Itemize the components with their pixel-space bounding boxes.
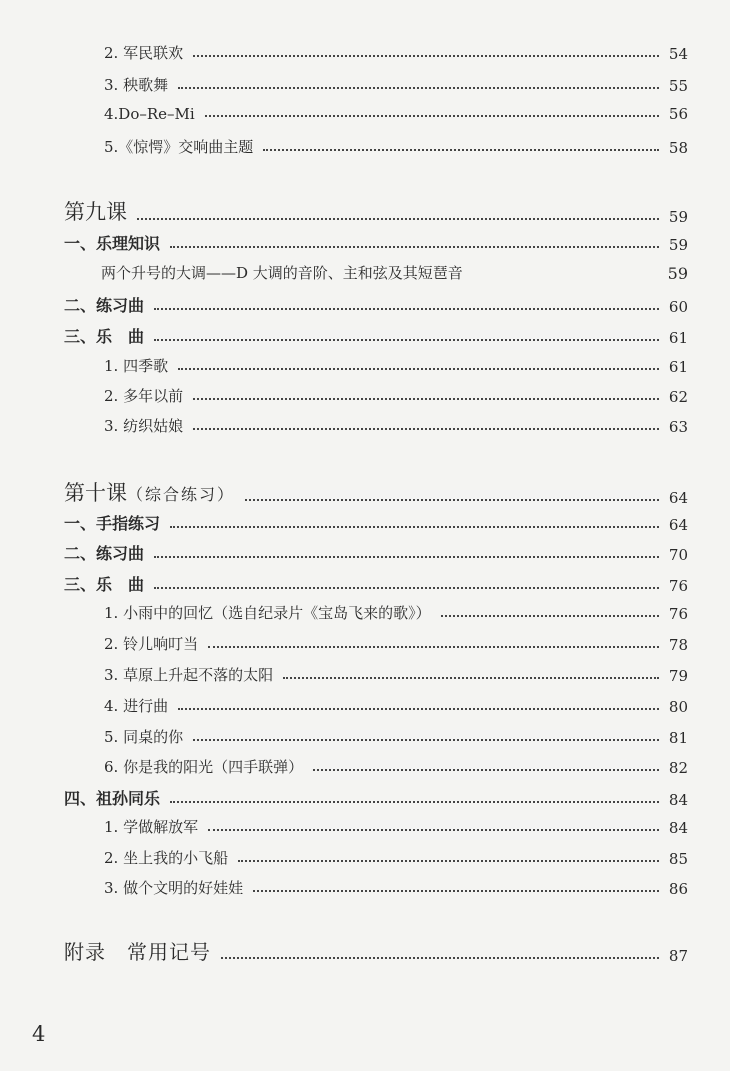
- toc-entry-title: 3. 秧歌舞: [104, 76, 169, 94]
- toc-entry-page: 85: [668, 850, 688, 868]
- toc-entry[interactable]: [104, 877, 688, 898]
- toc-entry-page: 80: [668, 698, 688, 716]
- dot-leader: [170, 246, 659, 248]
- toc-entry-title: 3. 纺织姑娘: [104, 417, 184, 435]
- toc-entry-page: 62: [668, 388, 688, 406]
- toc-entry[interactable]: [104, 756, 688, 777]
- toc-entry-title: 5.《惊愕》交响曲主题: [104, 138, 254, 156]
- toc-entry-page: 59: [667, 264, 688, 283]
- dot-leader: [154, 308, 659, 310]
- toc-section[interactable]: [64, 541, 688, 564]
- dot-leader: [283, 677, 659, 679]
- toc-entry[interactable]: [104, 726, 688, 747]
- toc-entry[interactable]: [104, 136, 688, 157]
- section-title: 二、练习曲: [64, 296, 145, 315]
- toc-entry[interactable]: [104, 633, 688, 654]
- dot-leader: [178, 87, 659, 89]
- toc-entry-title: 2. 军民联欢: [104, 44, 184, 62]
- toc-entry-page: 82: [668, 759, 688, 777]
- dot-leader: [221, 957, 659, 959]
- dot-leader: [193, 55, 659, 57]
- dot-leader: [193, 428, 659, 430]
- toc-entry-title: 4.Do–Re–Mi: [104, 105, 195, 123]
- section-page: 84: [668, 791, 688, 809]
- dot-leader: [193, 739, 659, 741]
- toc-chapter-lesson10[interactable]: [64, 477, 688, 507]
- toc-entry[interactable]: [104, 105, 688, 123]
- toc-entry[interactable]: [104, 74, 688, 95]
- appendix-title: 附录 常用记号: [64, 940, 211, 964]
- toc-entry-page: 56: [668, 105, 688, 123]
- toc-entry-title: 6. 你是我的阳光（四手联弹）: [104, 758, 304, 776]
- toc-entry[interactable]: [104, 42, 688, 63]
- toc-appendix[interactable]: [64, 936, 688, 965]
- section-page: 64: [668, 516, 688, 534]
- toc-entry[interactable]: [101, 262, 688, 283]
- toc-entry[interactable]: [104, 664, 688, 685]
- toc-entry[interactable]: [104, 847, 688, 868]
- toc-entry-page: 84: [668, 819, 688, 837]
- dot-leader: [193, 398, 659, 400]
- section-page: 61: [668, 329, 688, 347]
- dot-leader: [238, 860, 659, 862]
- toc-entry-page: 81: [668, 729, 688, 747]
- dot-leader: [205, 115, 659, 117]
- dot-leader: [473, 275, 658, 277]
- section-page: 70: [668, 546, 688, 564]
- toc-entry[interactable]: [104, 602, 688, 623]
- chapter-page: 64: [668, 489, 688, 507]
- dot-leader: [154, 339, 659, 341]
- chapter-title: [64, 477, 235, 507]
- chapter-page: 59: [668, 208, 688, 226]
- section-title: 三、乐 曲: [64, 327, 145, 346]
- dot-leader: [245, 499, 659, 501]
- page-number: 4: [32, 1022, 46, 1046]
- toc-entry-page: 61: [668, 358, 688, 376]
- toc-entry-title: 两个升号的大调——D 大调的音阶、主和弦及其短琶音: [101, 264, 463, 282]
- dot-leader: [441, 615, 659, 617]
- toc-section[interactable]: [64, 572, 688, 595]
- dot-leader: [208, 646, 659, 648]
- toc-entry[interactable]: [104, 816, 688, 837]
- dot-leader: [170, 526, 659, 528]
- toc-entry-title: 1. 四季歌: [104, 357, 169, 375]
- chapter-note: （综合练习）: [127, 485, 236, 504]
- toc-entry[interactable]: [104, 385, 688, 406]
- chapter-title: 第九课: [64, 200, 127, 224]
- section-title: 二、练习曲: [64, 544, 145, 563]
- toc-entry-page: 54: [668, 45, 688, 63]
- section-page: 59: [668, 236, 688, 254]
- dot-leader: [170, 801, 659, 803]
- toc-entry[interactable]: [104, 695, 688, 716]
- toc-entry-page: 86: [668, 880, 688, 898]
- toc-entry-title: 1. 学做解放军: [104, 818, 199, 836]
- toc-entry-page: 79: [668, 667, 688, 685]
- toc-entry-page: 76: [668, 605, 688, 623]
- toc-section[interactable]: [64, 231, 688, 254]
- dot-leader: [137, 218, 659, 220]
- section-title: 一、手指练习: [64, 514, 161, 533]
- section-page: 60: [668, 298, 688, 316]
- toc-entry[interactable]: [104, 415, 688, 436]
- toc-entry-page: 58: [668, 139, 688, 157]
- toc-entry-page: 78: [668, 636, 688, 654]
- toc-section[interactable]: [64, 786, 688, 809]
- toc-entry[interactable]: [104, 355, 688, 376]
- section-title: 三、乐 曲: [64, 575, 145, 594]
- toc-chapter-lesson9[interactable]: [64, 196, 688, 226]
- toc-entry-title: 3. 做个文明的好娃娃: [104, 879, 244, 897]
- toc-entry-title: 4. 进行曲: [104, 697, 169, 715]
- toc-entry-title: 1. 小雨中的回忆（选自纪录片《宝岛飞来的歌》）: [104, 604, 431, 622]
- toc-entry-title: 2. 坐上我的小飞船: [104, 849, 229, 867]
- appendix-page: 87: [668, 947, 688, 965]
- dot-leader: [253, 890, 659, 892]
- dot-leader: [178, 708, 659, 710]
- chapter-title-text: 第十课: [64, 481, 127, 505]
- dot-leader: [154, 587, 659, 589]
- section-title: 四、祖孙同乐: [64, 789, 161, 808]
- dot-leader: [263, 149, 659, 151]
- dot-leader: [208, 829, 659, 831]
- toc-entry-page: 63: [668, 418, 688, 436]
- toc-entry-title: 2. 铃儿响叮当: [104, 635, 199, 653]
- dot-leader: [313, 769, 659, 771]
- dot-leader: [178, 368, 659, 370]
- toc-section[interactable]: [64, 324, 688, 347]
- toc-section[interactable]: [64, 293, 688, 316]
- section-page: 76: [668, 577, 688, 595]
- section-title: 一、乐理知识: [64, 234, 161, 253]
- dot-leader: [154, 556, 659, 558]
- toc-entry-title: 5. 同桌的你: [104, 728, 184, 746]
- toc-entry-title: 3. 草原上升起不落的太阳: [104, 666, 274, 684]
- toc-section[interactable]: [64, 511, 688, 534]
- toc-entry-title: 2. 多年以前: [104, 387, 184, 405]
- toc-entry-page: 55: [668, 77, 688, 95]
